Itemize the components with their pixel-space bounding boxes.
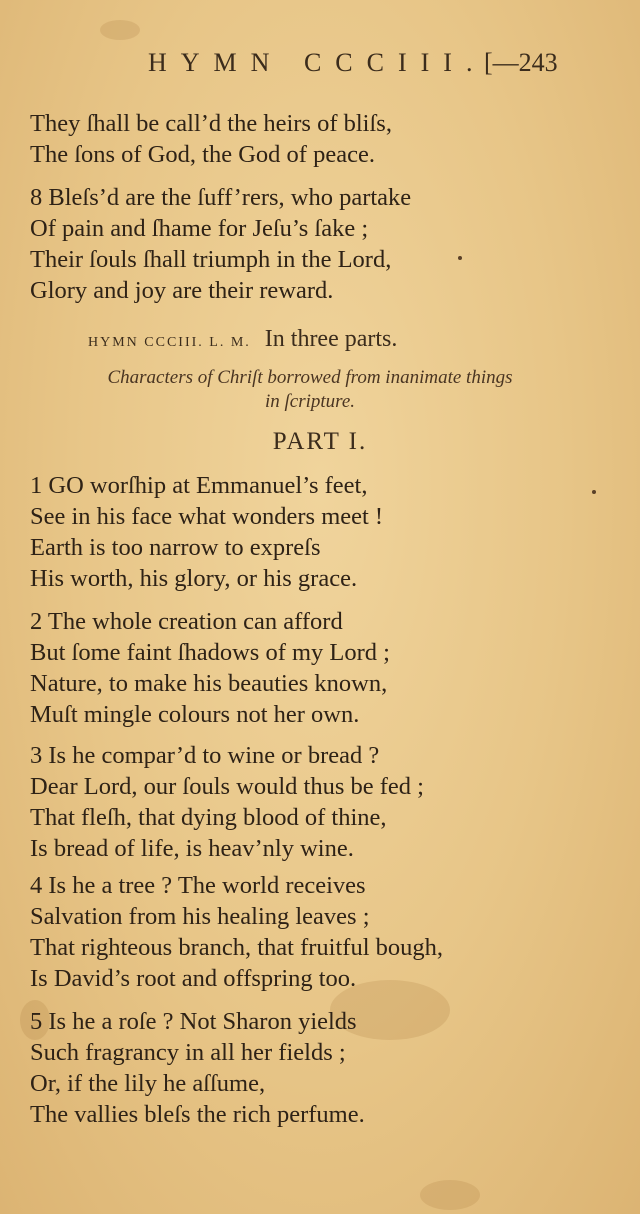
verse-line: Muſt mingle colours not her own. xyxy=(30,701,360,728)
paper-stain xyxy=(420,1180,480,1210)
stanza-8 xyxy=(30,182,411,306)
hymn-heading xyxy=(88,326,397,353)
part-heading: PART I. xyxy=(272,428,368,455)
stanza-2 xyxy=(30,606,390,730)
verse-line: The vallies bleſs the rich perfume. xyxy=(30,1101,365,1128)
verse-line: Dear Lord, our ſouls would thus be fed ; xyxy=(30,773,424,800)
verse-line: Is bread of life, is heav’nly wine. xyxy=(30,835,354,862)
verse-line: See in his face what wonders meet ! xyxy=(30,503,384,530)
verse-line: 3 Is he compar’d to wine or bread ? xyxy=(30,742,380,769)
hymn-number: HYMN CCCIII. L. M. xyxy=(88,335,251,350)
subtitle-line: Characters of Chriſt borrowed from inanimate things xyxy=(107,367,513,388)
verse-line: Their ſouls ſhall triumph in the Lord, xyxy=(30,246,392,273)
verse-line: His worth, his glory, or his grace. xyxy=(30,565,358,592)
verse-line: Such fragrancy in all her fields ; xyxy=(30,1039,346,1066)
verse-line: 8 Bleſs’d are the ſuff’rers, who partake xyxy=(30,184,412,211)
verse-line: 1 GO worſhip at Emmanuel’s feet, xyxy=(30,472,368,499)
page-number: [—243 xyxy=(484,48,558,77)
verse-line: But ſome faint ſhadows of my Lord ; xyxy=(30,639,390,666)
stanza-3 xyxy=(30,740,424,864)
verse-line: That righteous branch, that fruitful bough, xyxy=(30,934,443,961)
running-title: HYMN CCCIII. xyxy=(148,48,487,77)
stanza-5 xyxy=(30,1006,365,1130)
verse-line: Is David’s root and offspring too. xyxy=(30,965,357,992)
stanza-1 xyxy=(30,470,383,594)
verse-line: That fleſh, that dying blood of thine, xyxy=(30,804,387,831)
hymn-parts-note: In three parts. xyxy=(264,326,398,352)
stanza-4 xyxy=(30,870,443,994)
ink-speck xyxy=(592,490,596,494)
verse-line: The ſons of God, the God of peace. xyxy=(30,141,375,168)
stanza-continued xyxy=(30,108,392,170)
hymn-subtitle xyxy=(30,366,590,414)
verse-line: 4 Is he a tree ? The world receives xyxy=(30,872,366,899)
verse-line: Nature, to make his beauties known, xyxy=(30,670,388,697)
paper-stain xyxy=(100,20,140,40)
verse-line: They ſhall be call’d the heirs of bliſs, xyxy=(30,110,392,137)
ink-speck xyxy=(458,256,462,260)
verse-line: Glory and joy are their reward. xyxy=(30,277,334,304)
verse-line: Of pain and ſhame for Jeſu’s ſake ; xyxy=(30,215,369,242)
verse-line: 5 Is he a roſe ? Not Sharon yields xyxy=(30,1008,357,1035)
verse-line: Or, if the lily he aſſume, xyxy=(30,1070,266,1097)
verse-line: Earth is too narrow to expreſs xyxy=(30,534,321,561)
running-head xyxy=(0,48,640,84)
verse-line: 2 The whole creation can afford xyxy=(30,608,343,635)
verse-line: Salvation from his healing leaves ; xyxy=(30,903,370,930)
subtitle-line: in ſcripture. xyxy=(264,391,356,412)
